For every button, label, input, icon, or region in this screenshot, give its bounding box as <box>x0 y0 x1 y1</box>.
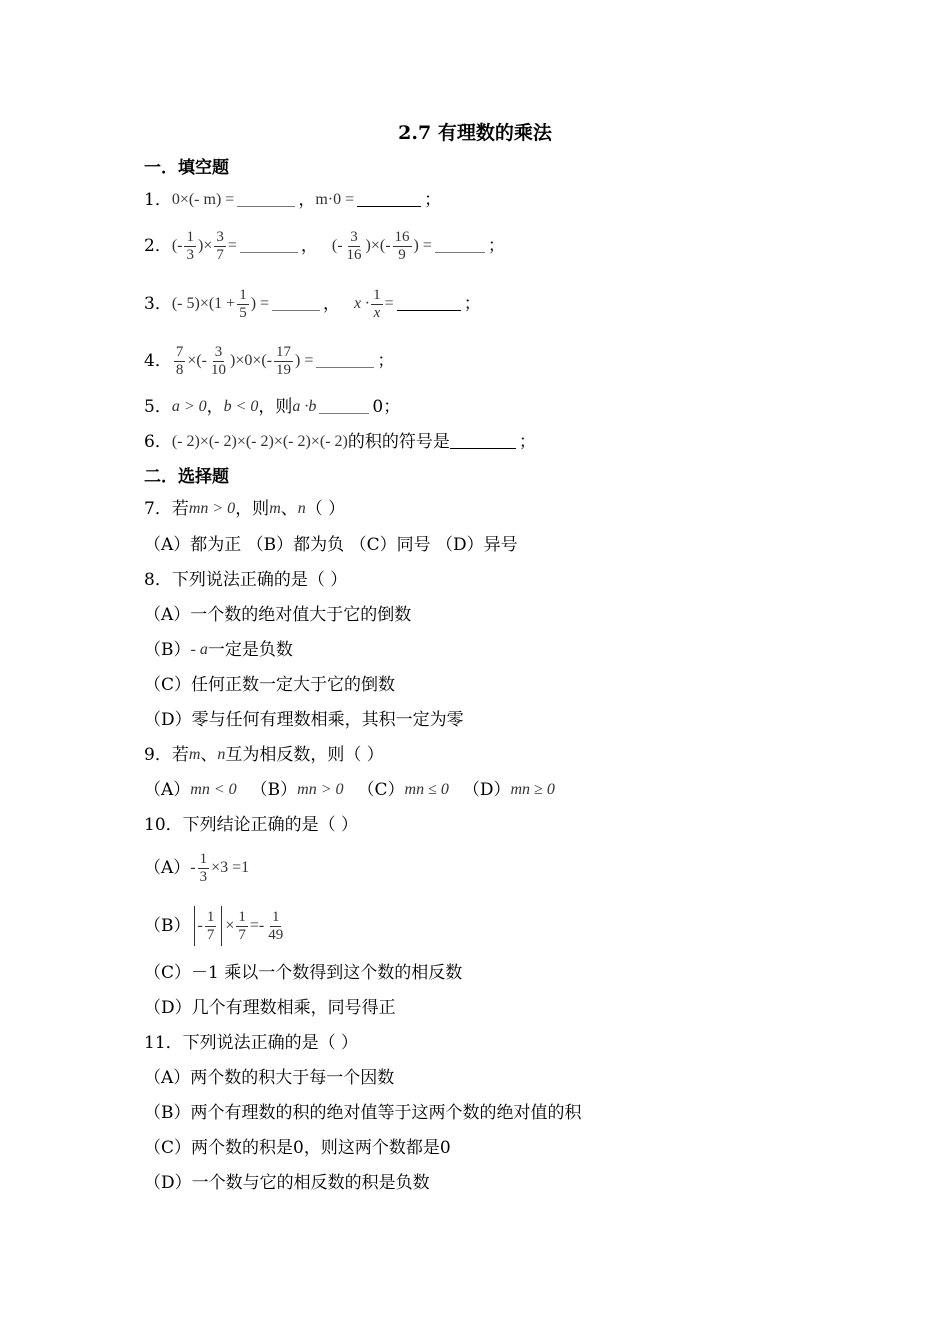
question-4: 4． $\frac{7}{8}$ ×(- $\frac{3}{10}$ )×0×(- $\frac{17}{19}$ ) = ； <box>144 343 395 378</box>
option-d[interactable]: （D）一个数与它的相反数的积是负数 <box>144 1173 430 1193</box>
option-c[interactable]: （C） <box>357 780 405 800</box>
option-b[interactable]: （B） - a 一定是负数 <box>144 640 293 660</box>
option-a[interactable]: （A） <box>144 780 191 800</box>
fraction: $\frac{3}{16}$ <box>346 228 362 263</box>
question-8: 8．下列说法正确的是（ ） <box>144 570 348 590</box>
fraction: $\frac{7}{8}$ <box>175 343 184 378</box>
fraction: $\frac{1}{7}$ <box>238 908 246 943</box>
answer-blank[interactable] <box>237 194 295 207</box>
option-d[interactable]: （D）零与任何有理数相乘，其积一定为零 <box>144 710 464 730</box>
option-d[interactable]: （D） <box>462 780 511 800</box>
fraction: $\frac{1}{x}$ <box>373 286 381 321</box>
option-b[interactable]: （B） <box>250 780 298 800</box>
answer-blank[interactable] <box>272 298 320 311</box>
fraction: $\frac{1}{49}$ <box>268 908 284 943</box>
fraction: $\frac{3}{7}$ <box>216 228 224 263</box>
section-fill-in: 一．填空题 <box>144 158 229 178</box>
question-9-options: （A） mn < 0 （B） mn > 0 （C） mn ≤ 0 （D） mn ≥ 0 <box>144 780 555 800</box>
option-a[interactable]: （A） - $\frac{1}{3}$ ×3 =1 <box>144 850 250 885</box>
fraction: $\frac{1}{3}$ <box>199 850 208 885</box>
question-2: 2． (- $\frac{1}{3}$ )× $\frac{3}{7}$ = ， (- $\frac{3}{16}$ )×(- $\frac{16}{9}$ ) = ； <box>144 228 505 263</box>
option-a[interactable]: （A）两个数的积大于每一个因数 <box>144 1068 395 1088</box>
answer-blank[interactable] <box>319 401 369 414</box>
answer-blank[interactable] <box>240 240 298 253</box>
fraction: $\frac{1}{3}$ <box>186 228 194 263</box>
question-3: 3． (- 5)×(1 + $\frac{1}{5}$ ) = ， x · $\frac{1}{x}$ = ； <box>144 286 481 321</box>
page-title: 2.7 有理数的乘法 <box>398 122 552 144</box>
option-c[interactable]: （C）－1 乘以一个数得到这个数的相反数 <box>144 963 463 983</box>
option-b[interactable]: （B）两个有理数的积的绝对值等于这两个数的绝对值的积 <box>144 1103 582 1123</box>
question-1: 1． 0×(- m) = ， m·0 = ； <box>144 190 442 210</box>
question-5: 5． a > 0 ， b < 0 ，则 a ·b 0； <box>144 397 401 417</box>
option-b[interactable]: （B） - $\frac{1}{7}$ × $\frac{1}{7}$ =- $\frac{1}{49}$ <box>144 906 287 946</box>
abs-bar-left <box>194 906 195 946</box>
abs-bar-right <box>221 906 222 946</box>
fraction: $\frac{17}{19}$ <box>276 343 292 378</box>
option-c[interactable]: （C）任何正数一定大于它的倒数 <box>144 675 396 695</box>
option-a[interactable]: （A）一个数的绝对值大于它的倒数 <box>144 605 412 625</box>
answer-blank[interactable] <box>435 240 485 253</box>
answer-blank[interactable] <box>357 194 421 207</box>
fraction: $\frac{1}{5}$ <box>239 286 247 321</box>
section-multiple-choice: 二．选择题 <box>144 467 229 487</box>
question-7-options[interactable]: （A）都为正 （B）都为负 （C）同号 （D）异号 <box>144 535 518 555</box>
question-6: 6． (- 2)×(- 2)×(- 2)×(- 2)×(- 2) 的积的符号是 ； <box>144 432 536 452</box>
answer-blank[interactable] <box>316 355 374 368</box>
question-11: 11．下列说法正确的是（ ） <box>144 1033 359 1053</box>
option-c[interactable]: （C）两个数的积是0，则这两个数都是0 <box>144 1138 451 1158</box>
answer-blank[interactable] <box>397 298 461 311</box>
fraction: $\frac{3}{10}$ <box>211 343 227 378</box>
option-d[interactable]: （D）几个有理数相乘，同号得正 <box>144 998 396 1018</box>
answer-blank[interactable] <box>450 436 516 449</box>
fraction: $\frac{16}{9}$ <box>394 228 410 263</box>
fraction: $\frac{1}{7}$ <box>206 908 215 943</box>
question-10: 10．下列结论正确的是（ ） <box>144 815 359 835</box>
question-9: 9．若 m 、 n 互为相反数，则（ ） <box>144 745 384 765</box>
question-7: 7．若 mn > 0 ，则 m 、 n （ ） <box>144 499 346 519</box>
